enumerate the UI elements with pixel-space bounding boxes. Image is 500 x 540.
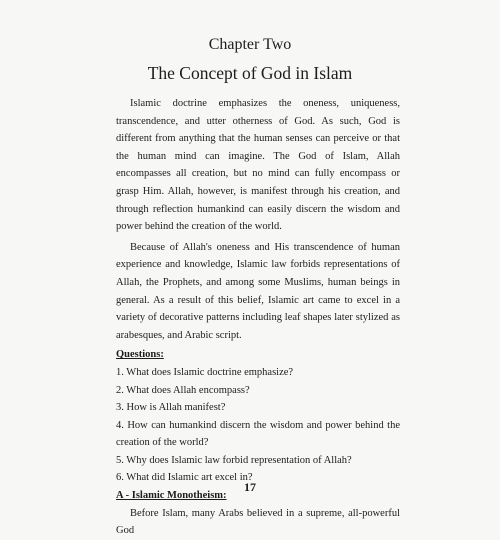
question-item: 6. What did Islamic art excel in?: [116, 472, 253, 484]
chapter-title: The Concept of God in Islam: [147, 63, 353, 83]
question-item: 4. How can humankind discern the wisdom and power behind the creation of the world?: [116, 419, 400, 449]
page-body: [116, 95, 400, 540]
section-paragraph: Before Islam, many Arabs believed in a supreme, all-powerful God: [116, 507, 400, 537]
question-item: 1. What does Islamic doctrine emphasize?: [116, 366, 294, 378]
question-item: 3. How is Allah manifest?: [116, 402, 226, 414]
section-heading: A - Islamic Monotheism:: [116, 490, 227, 502]
paragraph-2: Because of Allah's oneness and His transcendence of human experience and knowledge, Islamic law forbids representations of Allah, the Prophets, and among some Muslims, human beings in general. As a result of this belief, Islamic art came to excel in a variety of decorative patterns including leaf shapes later stylized as arabesques, and Arabic script.: [116, 241, 400, 341]
chapter-label: Chapter Two: [208, 36, 292, 53]
questions-heading: Questions:: [116, 349, 164, 361]
paragraph-1: Islamic doctrine emphasizes the oneness, uniqueness, transcendence, and utter otherness of God. As such, God is different from anything that the human senses can perceive or that the human mind can imagine. The God of Islam, Allah encompasses all creation, but no mind can fully encompass or grasp Him. Allah, however, is manifest through his creation, and through reflection humankind can easily discern the wisdom and power behind the creation of the world.: [116, 98, 400, 233]
question-item: 2. What does Allah encompass?: [116, 384, 250, 396]
question-item: 5. Why does Islamic law forbid representation of Allah?: [116, 454, 352, 466]
page-number: 17: [244, 480, 256, 494]
